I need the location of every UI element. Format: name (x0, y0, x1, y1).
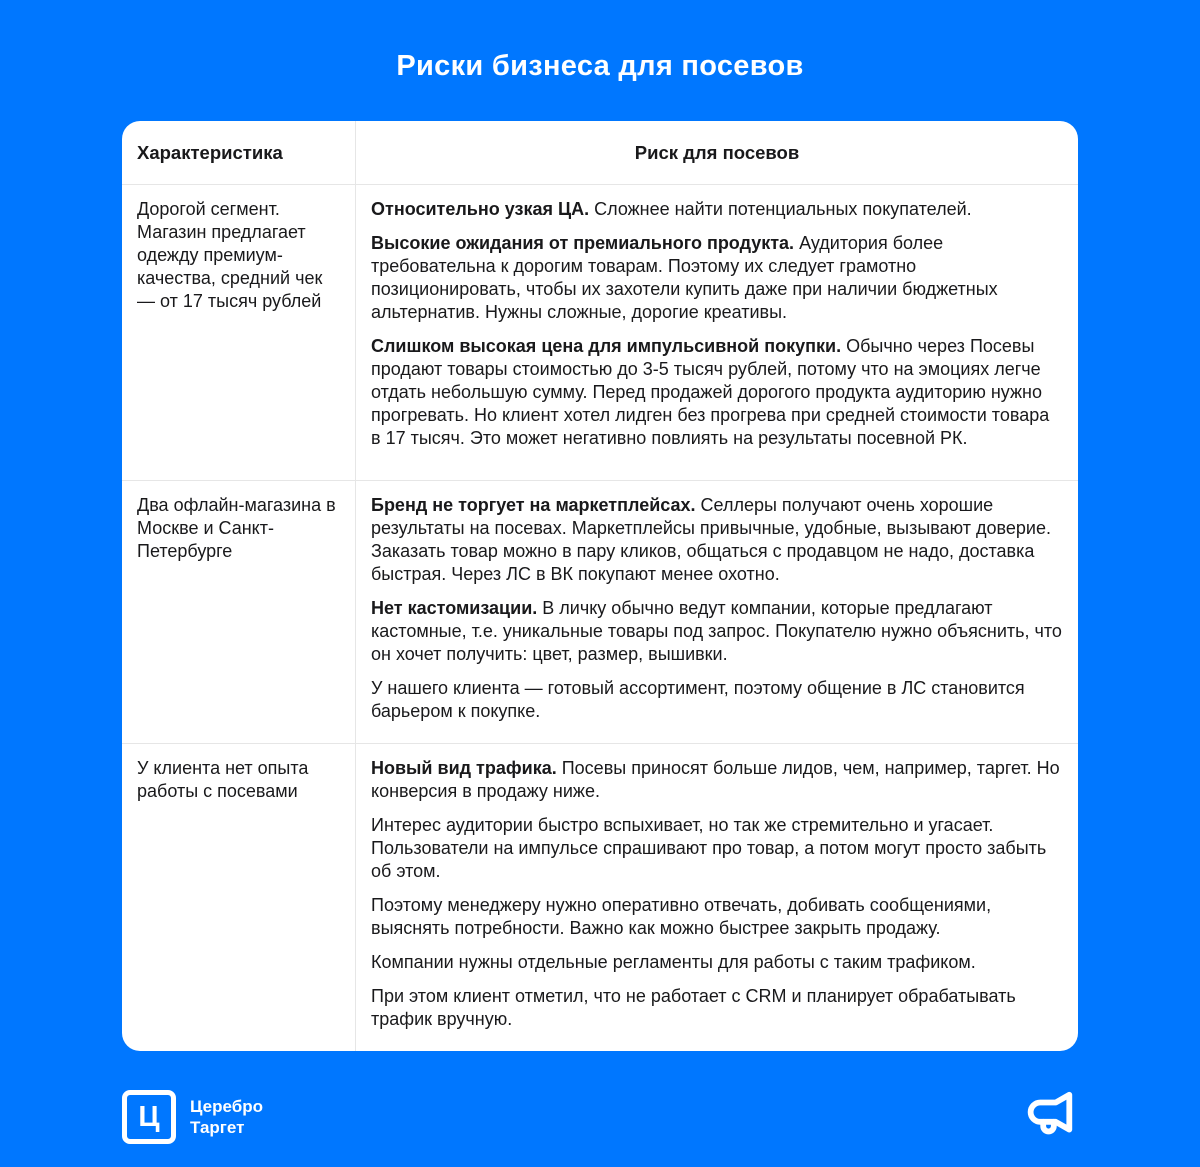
risks-table (122, 121, 1078, 1051)
risk-paragraph: Высокие ожидания от премиального продукта. Аудитория более требовательна к дорогим товарам. Поэтому их следует грамотно позиционировать, чтобы их захотели купить даже при наличии бюджетных альтернатив. Нужны сложные, дорогие креативы. (371, 233, 998, 322)
brand-logo (122, 1090, 263, 1144)
column-header-characteristic: Характеристика (137, 142, 283, 163)
logo-letter: Ц (138, 1100, 160, 1133)
brand-line-1: Церебро (190, 1097, 263, 1116)
risk-paragraph: Слишком высокая цена для импульсивной покупки. Обычно через Посевы продают товары стоимостью до 3-5 тысяч рублей, потому что на эмоциях легче отдать небольшую сумму. Перед продажей дорогого продукта аудиторию нужно прогревать. Но клиент хотел лидген без прогрева при средней стоимости товара в 17 тысяч. Это может негативно повлиять на результаты посевной РК. (371, 336, 1050, 448)
table-row (122, 743, 1078, 1051)
risk-paragraph: Новый вид трафика. Посевы приносят больше лидов, чем, например, таргет. Но конверсия в продажу ниже. (371, 758, 1060, 801)
risk-cell (355, 743, 1078, 1051)
risk-paragraph: Компании нужны отдельные регламенты для работы с таким трафиком. (371, 952, 976, 972)
risk-paragraph: Относительно узкая ЦА. Сложнее найти потенциальных покупателей. (371, 199, 972, 219)
cerebro-logo-icon (122, 1090, 176, 1144)
brand-line-2: Таргет (190, 1118, 245, 1137)
risk-paragraph: Бренд не торгует на маркетплейсах. Селлеры получают очень хорошие результаты на посевах. Маркетплейсы привычные, удобные, вызывают доверие. Заказать товар можно в пару кликов, общаться с продавцом не надо, доставка быстрая. Через ЛС в ВК покупают менее охотно. (371, 495, 1051, 584)
characteristic-cell: Дорогой сегмент. Магазин предлагает одежду премиум-качества, средний чек — от 17 тысяч рублей (122, 184, 355, 480)
table-row (122, 184, 1078, 480)
risk-paragraph: При этом клиент отметил, что не работает с CRM и планирует обрабатывать трафик вручную. (371, 986, 1016, 1029)
column-header-risk: Риск для посевов (355, 121, 1078, 184)
risk-paragraph: Нет кастомизации. В личку обычно ведут компании, которые предлагают кастомные, т.е. уникальные товары под запрос. Покупателю нужно объяснить, что он хочет получить: цвет, размер, вышивки. (371, 598, 1062, 664)
risk-paragraph: Поэтому менеджеру нужно оперативно отвечать, добивать сообщениями, выяснять потребности. Важно как можно быстрее закрыть продажу. (371, 895, 992, 938)
table-row (122, 480, 1078, 743)
characteristic-cell: У клиента нет опыта работы с посевами (122, 743, 355, 1051)
risk-cell (355, 480, 1078, 743)
characteristic-cell: Два офлайн-магазина в Москве и Санкт-Петербурге (122, 480, 355, 743)
table-header-row (122, 121, 1078, 184)
risk-paragraph: Интерес аудитории быстро вспыхивает, но так же стремительно и угасает. Пользователи на импульсе спрашивают про товар, а потом могут просто забыть об этом. (371, 815, 1047, 881)
page-title: Риски бизнеса для посевов (396, 50, 804, 82)
risk-cell (355, 184, 1078, 480)
brand-name (190, 1096, 263, 1138)
risk-paragraph: У нашего клиента — готовый ассортимент, поэтому общение в ЛС становится барьером к покупке. (371, 678, 1025, 721)
footer (122, 1088, 1078, 1146)
megaphone-icon (1020, 1088, 1078, 1146)
